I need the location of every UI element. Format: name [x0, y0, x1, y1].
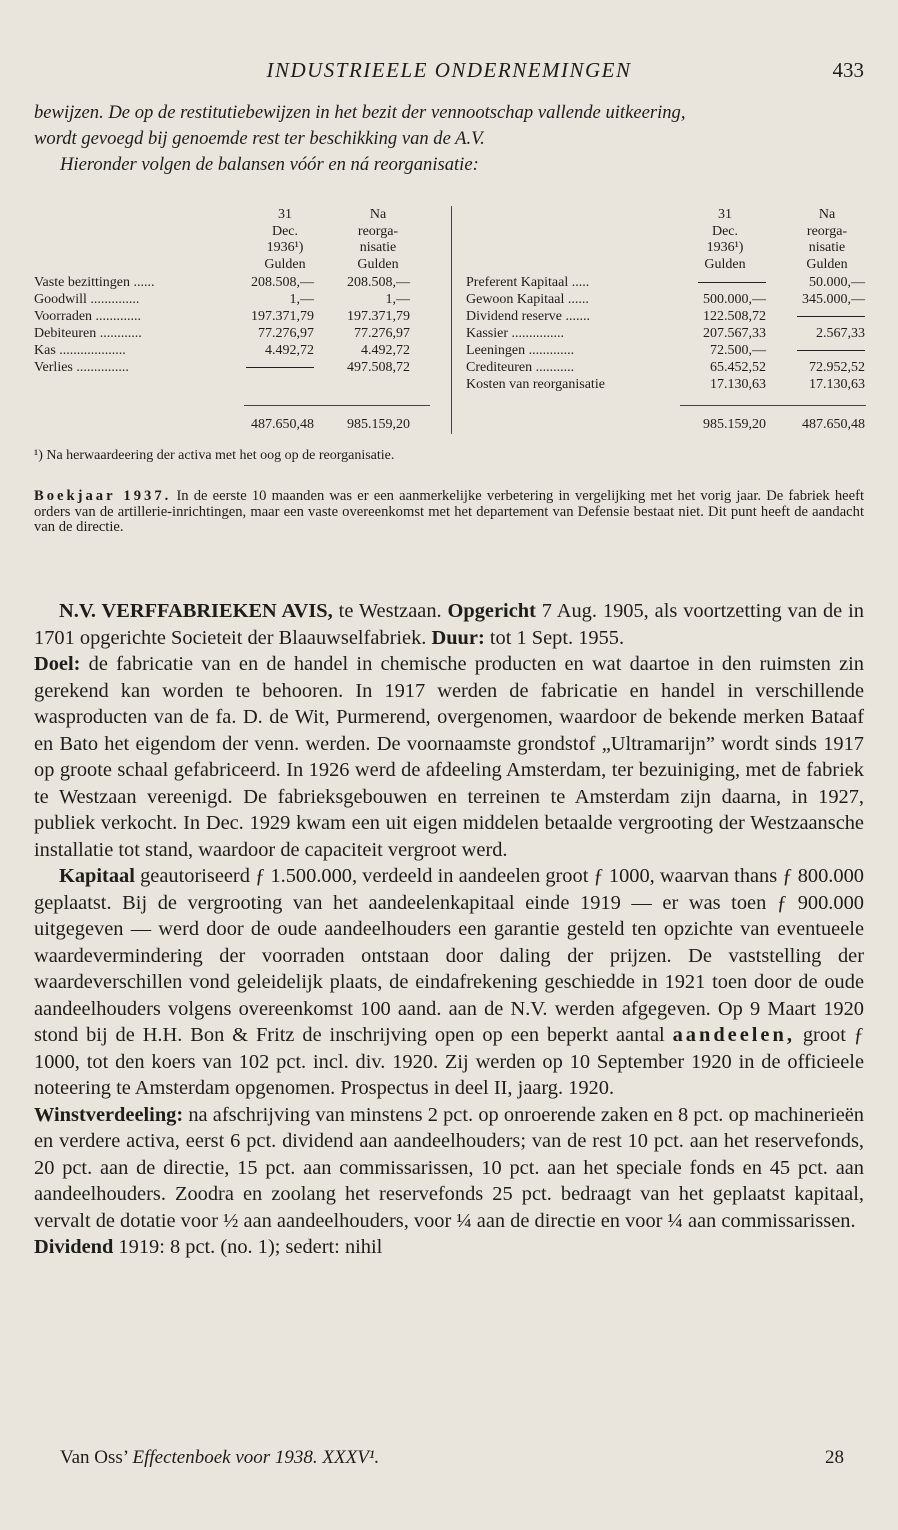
page-footer [60, 1447, 844, 1469]
liability-value-a: 65.452,52 [710, 360, 766, 375]
boekjaar-label: Boekjaar 1937. [34, 488, 172, 504]
duur-label: Duur: [431, 626, 485, 649]
opgericht-label: Opgericht [447, 600, 536, 622]
boekjaar-paragraph [34, 489, 864, 536]
asset-value-b: 77.276,97 [354, 326, 410, 341]
liability-value-a: 72.500,— [710, 343, 766, 358]
liability-label: Crediteuren ........... [466, 360, 575, 375]
footer-sheet-number: 28 [825, 1447, 844, 1468]
liability-label: Kosten van reorganisatie [466, 377, 605, 392]
empty-dash [797, 308, 865, 325]
doel-paragraph: Doel: de fabricatie van en de handel in chemische producten en wat daartoe in den ruimsten zin gerekend kan worden te behooren. In 1917 werden de fabricatie en handel in verschillende wasproducten van de fa. D. de Wit, Purmerend, overgenomen, waardoor de bekende merken Bataaf en Bato het eigendom der venn. werden. De voornaamste grondstof „Ultramarijn” wordt sinds 1917 op groote schaal gefabriceerd. In 1926 werd de afdeeling Amsterdam, ter bezuiniging, met de fabriek te Westzaan vereenigd. De fabrieksgebouwen en terreinen te Amsterdam zijn daarna, in 1927, publiek verkocht. In Dec. 1929 kwam een uit eigen middelen betaalde vergrooting der Westzaansche installatie tot stand, waardoor de capaciteit vergroot werd. [34, 653, 864, 861]
running-title: INDUSTRIEELE ONDERNEMINGEN [266, 58, 632, 82]
asset-label: Kas ................... [34, 343, 126, 358]
total-rule-right [680, 405, 866, 406]
kapitaal-label: Kapitaal [59, 865, 135, 887]
asset-value-a: 77.276,97 [258, 326, 314, 341]
col-header-left-b: Na reorga- nisatie Gulden [357, 207, 399, 272]
empty-dash [797, 342, 865, 359]
liability-value-b: 72.952,52 [809, 360, 865, 375]
liability-value-a: 500.000,— [703, 292, 766, 307]
company-intro: N.V. VERFFABRIEKEN AVIS, te Westzaan. Opgericht 7 Aug. 1905, als voortzetting van de in 1701 opgerichte Societeit der Blaauwselfabriek. Duur: tot 1 Sept. 1955. [34, 600, 864, 649]
liability-value-b: 17.130,63 [809, 377, 865, 392]
asset-value-b: 208.508,— [347, 275, 410, 290]
liability-value-a: 122.508,72 [703, 309, 766, 324]
doel-label: Doel: [34, 653, 81, 675]
liability-label: Kassier ............... [466, 326, 564, 341]
asset-value-b: 497.508,72 [347, 360, 410, 375]
asset-label: Goodwill .............. [34, 292, 140, 307]
asset-value-b: 1,— [385, 292, 410, 307]
right-total-a: 985.159,20 [703, 417, 766, 432]
liability-label: Leeningen ............. [466, 343, 575, 358]
intro-line: Hieronder volgen de balansen vóór en ná reorganisatie: [60, 154, 479, 175]
liability-value-b: 50.000,— [809, 275, 865, 290]
liability-label: Gewoon Kapitaal ...... [466, 292, 589, 307]
footer-source-title: Effectenboek voor 1938. XXXV¹. [132, 1447, 380, 1468]
aandeelen-spaced: aandeelen, [672, 1024, 795, 1046]
asset-value-b: 197.371,79 [347, 309, 410, 324]
asset-label: Debiteuren ............ [34, 326, 142, 341]
empty-dash [698, 274, 766, 291]
asset-value-a: 4.492,72 [265, 343, 314, 358]
liability-value-b: 345.000,— [802, 292, 865, 307]
asset-value-b: 4.492,72 [361, 343, 410, 358]
kapitaal-paragraph: Kapitaal geautoriseerd ƒ 1.500.000, verdeeld in aandeelen groot ƒ 1000, waarvan thans ƒ 800.000 geplaatst. Bij de vergrooting van het aandeelenkapitaal einde 1919 — er was toen ƒ 900.000 uitgegeven — werd door de oude aandeelhouders een garantie gesteld ten opzichte van eventueele waardevermindering der voorraden ontstaan door daling der prijzen. De vaststelling der waardeverschillen vond geleidelijk plaats, de eindafrekening geschiedde in 1921 toen door de oude aandeelhouders volgens overeenkomst 100 aand. aan de N.V. werden afgegeven. Op 9 Maart 1920 stond bij de H.H. Bon & Fritz de inschrijving open op een beperkt aantal aandeelen, groot ƒ 1000, tot den koers van 102 pct. incl. div. 1920. Zij werden op 10 September 1920 in de officieele noteering te Amsterdam opgenomen. Prospectus in deel II, jaarg. 1920. [34, 865, 864, 1099]
footer-source: Van Oss’ [60, 1447, 133, 1468]
intro-text [34, 100, 864, 178]
asset-label: Verlies ............... [34, 360, 129, 375]
liability-value-a: 207.567,33 [703, 326, 766, 341]
intro-line: wordt gevoegd bij genoemde rest ter beschikking van de A.V. [34, 128, 485, 149]
winst-paragraph: Winstverdeeling: na afschrijving van minstens 2 pct. op onroerende zaken en 8 pct. op machinerieën en verdere activa, eerst 6 pct. dividend aan aandeelhouders; van de rest 10 pct. aan het reservefonds, 20 pct. aan de directie, 15 pct. aan commissarissen, 10 pct. aan het speciale fonds en 45 pct. aan aandeelhouders. Zoodra en zoolang het reservefonds 25 pct. bedraagt van het geplaatst kapitaal, vervalt de dotatie voor ½ aan aandeelhouders, voor ¼ aan de directie en voor ¼ aan commissarissen. [34, 1103, 864, 1232]
liability-label: Preferent Kapitaal ..... [466, 275, 590, 290]
asset-value-a: 197.371,79 [251, 309, 314, 324]
dividend-label: Dividend [34, 1236, 114, 1258]
col-header-left-a: 31 Dec. 1936¹) Gulden [264, 207, 306, 272]
asset-value-a: 1,— [289, 292, 314, 307]
table-divider [451, 206, 452, 434]
col-header-right-a: 31 Dec. 1936¹) Gulden [704, 207, 746, 272]
boekjaar-text: In de eerste 10 maanden was er een aanmerkelijke verbetering in vergelijking met het vorig jaar. De fabriek heeft orders van de artillerie-inrichtingen, maar een vaste overeenkomst met het departement van Defensie bestaat niet. Dit punt heeft de aandacht van de directie. [34, 488, 865, 536]
liability-value-b: 2.567,33 [816, 326, 865, 341]
page-number: 433 [832, 58, 864, 82]
intro-line: bewijzen. De op de restitutiebewijzen in het bezit der vennootschap vallende uitkeering, [34, 102, 686, 123]
company-entry [34, 598, 864, 1261]
asset-label: Voorraden ............. [34, 309, 142, 324]
left-total-a: 487.650,48 [251, 417, 314, 432]
asset-label: Vaste bezittingen ...... [34, 275, 155, 290]
total-rule-left [244, 405, 430, 406]
winst-label: Winstverdeeling: [34, 1103, 184, 1126]
right-total-b: 487.650,48 [802, 417, 865, 432]
footnote: ¹) Na herwaardeering der activa met het oog op de reorganisatie. [34, 448, 395, 463]
col-header-right-b: Na reorga- nisatie Gulden [806, 207, 848, 272]
liability-label: Dividend reserve ....... [466, 309, 591, 324]
liability-value-a: 17.130,63 [710, 377, 766, 392]
asset-value-a: 208.508,— [251, 275, 314, 290]
company-name: N.V. VERFFABRIEKEN AVIS, [59, 600, 333, 622]
left-total-b: 985.159,20 [347, 417, 410, 432]
empty-dash [246, 359, 314, 376]
dividend-paragraph: Dividend 1919: 8 pct. (no. 1); sedert: nihil [34, 1236, 383, 1258]
